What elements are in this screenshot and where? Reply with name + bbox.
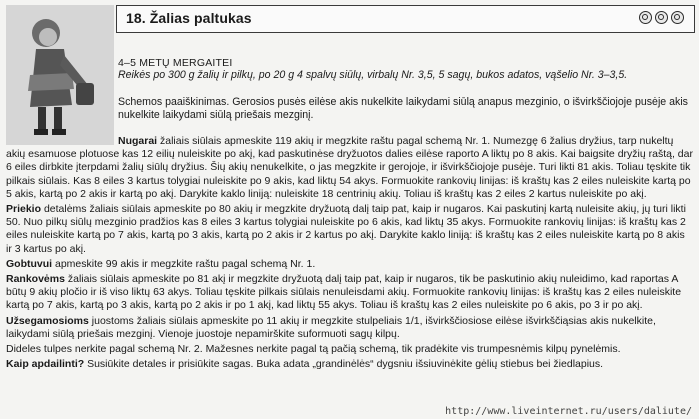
page-title: 18. Žalias paltukas [126, 10, 252, 26]
section-text: Susiūkite detales ir prisiūkite sagas. Bukа adata „grandinėlės“ dygsniu išsiuvinėkite gėlių stiebus bei žiedlapius. [84, 358, 604, 371]
age-subtitle: 4–5 METŲ MERGAITEI [118, 57, 233, 69]
section-text: žaliais siūlais apmeskite 119 akių ir megzkite raštu pagal schemą Nr. 1. Numezgę 6 žalius dryžius, tarp nukeltų akių esamuose plotuose kas 12 eilių nuleiskite po akį, kad paskutinėse dryžuotos dalies eilėse raporto A liktų po 8 akis. Kai baigsite dryžių raštą, dar 6 eiles dirbkite įterpdami žalių siūlų dryžius. Šių akių nenukelkite, o jas megzkite ir gerojoje, ir išvirkščiojoje pusėje. Turi likti 81 akis. Toliau tęskite tik pilkais siūlais. Kas 8 eiles 3 kartus tolygiai nuleiskite po 9 akis, kad liktų 54 akys. Formuokite rankovių linijas: iš kraštų kas 2 eiles nuleiskite kartą po 5 akis, kartą po 2 akis ir kartą po akį. Darykite kaklo liniją: nuleiskite 18 centrinių akių. Toliau iš kraštų kas 2 eiles 2 kartus nuleiskite po akį. [6, 135, 693, 200]
section-paragraph [6, 358, 693, 371]
section-heading: Užsegamosioms [6, 314, 89, 327]
yarn-ball-icon [655, 11, 668, 24]
materials-requirements: Reikės po 300 g žalių ir pilkų, po 20 g 4 spalvų siūlų, virbalų Nr. 3,5, 5 sagų, bukos adatos, vąšelio Nr. 3–3,5. [118, 69, 628, 81]
section-paragraph [6, 135, 693, 201]
section-heading: Priekio [6, 203, 42, 216]
instructions [6, 135, 693, 373]
section-paragraph [6, 203, 693, 256]
schema-explanation: Schemos paaiškinimas. Gerosios pusės eilėse akis nukelkite laikydami siūlą anapus mezginio, o išvirkščiojoje pusėje akis nukelkite laikydami siūlą priešais mezginį. [118, 96, 688, 121]
section-paragraph [6, 315, 693, 341]
section-paragraph [6, 343, 693, 356]
title-bar [116, 5, 695, 33]
source-watermark: http://www.liveinternet.ru/users/daliute/ [445, 406, 692, 417]
section-heading: Kaip apdailinti? [6, 358, 85, 371]
section-heading: Nugarai [118, 135, 158, 147]
girl-in-coat-photo [6, 5, 114, 145]
difficulty-icons [639, 11, 684, 24]
section-heading: Gobtuvui [6, 257, 53, 270]
section-text: juostoms žaliais siūlais apmeskite po 11 akių ir megzkite stulpeliais 1/1, išvirkščiosiose eilėse išvirkščiąsias akis nukelkite, laikydami siūlą priešais mezginį. Vienoje juostoje nepamirškite suformuoti sagų kilpų. [6, 314, 656, 340]
section-text: apmeskite 99 akis ir megzkite raštu pagal schemą Nr. 1. [52, 257, 316, 270]
yarn-ball-icon [671, 11, 684, 24]
section-text: Dideles tulpes nerkite pagal schemą Nr. 2. Mažesnes nerkite pagal tą pačią schemą, tik pradėkite vis trumpesnėmis kilpų pynelėmis. [6, 343, 621, 356]
photo-illustration [6, 5, 114, 145]
section-paragraph [6, 273, 693, 313]
section-heading: Rankovėms [6, 273, 65, 286]
section-text: žaliais siūlais apmeskite po 81 akį ir megzkite dryžuotą dalį taip pat, kaip ir nugaros, tik be paskutinio akių nuleidimo, kad raportas A būtų 9 akių pločio ir iš viso liktų 63 akys. Toliau tęskite pilkais siūlais nenuleisdami akių. Formuokite rankovių linijas: iš kraštų kas 2 eiles nuleiskite kartą po 7 akis, kartą po 3 akis, kartą po 2 akis ir po 1 akį, kad liktų 55 akys. Toliau iš kraštų kas 2 eiles nuleiskite po 6 akis, po 3 ir po akį. [6, 273, 682, 312]
section-text: detalėms žaliais siūlais apmeskite po 80 akių ir megzkite dryžuotą dalį taip pat, kaip ir nugaros. Kai paskutinį kartą nuleisite akių, jų turi likti 50. Nuo pilkų siūlų mezginio pradžios kas 8 eiles 3 kartus tolygiai nuleiskite po 6 akis, kad liktų 35 akys. Formuokite rankovių linijas: iš kraštų kas 2 eiles nuleiskite kartą po 7 akis, kartą po 3 akis, kartą po 2 akis ir 2 kartus po akį. Darykite kaklo liniją: iš kraštų kas 2 eiles nuleiskite kartą po 8 akis ir 3 kartus po akį. [6, 203, 686, 255]
yarn-ball-icon [639, 11, 652, 24]
section-paragraph [6, 258, 693, 271]
